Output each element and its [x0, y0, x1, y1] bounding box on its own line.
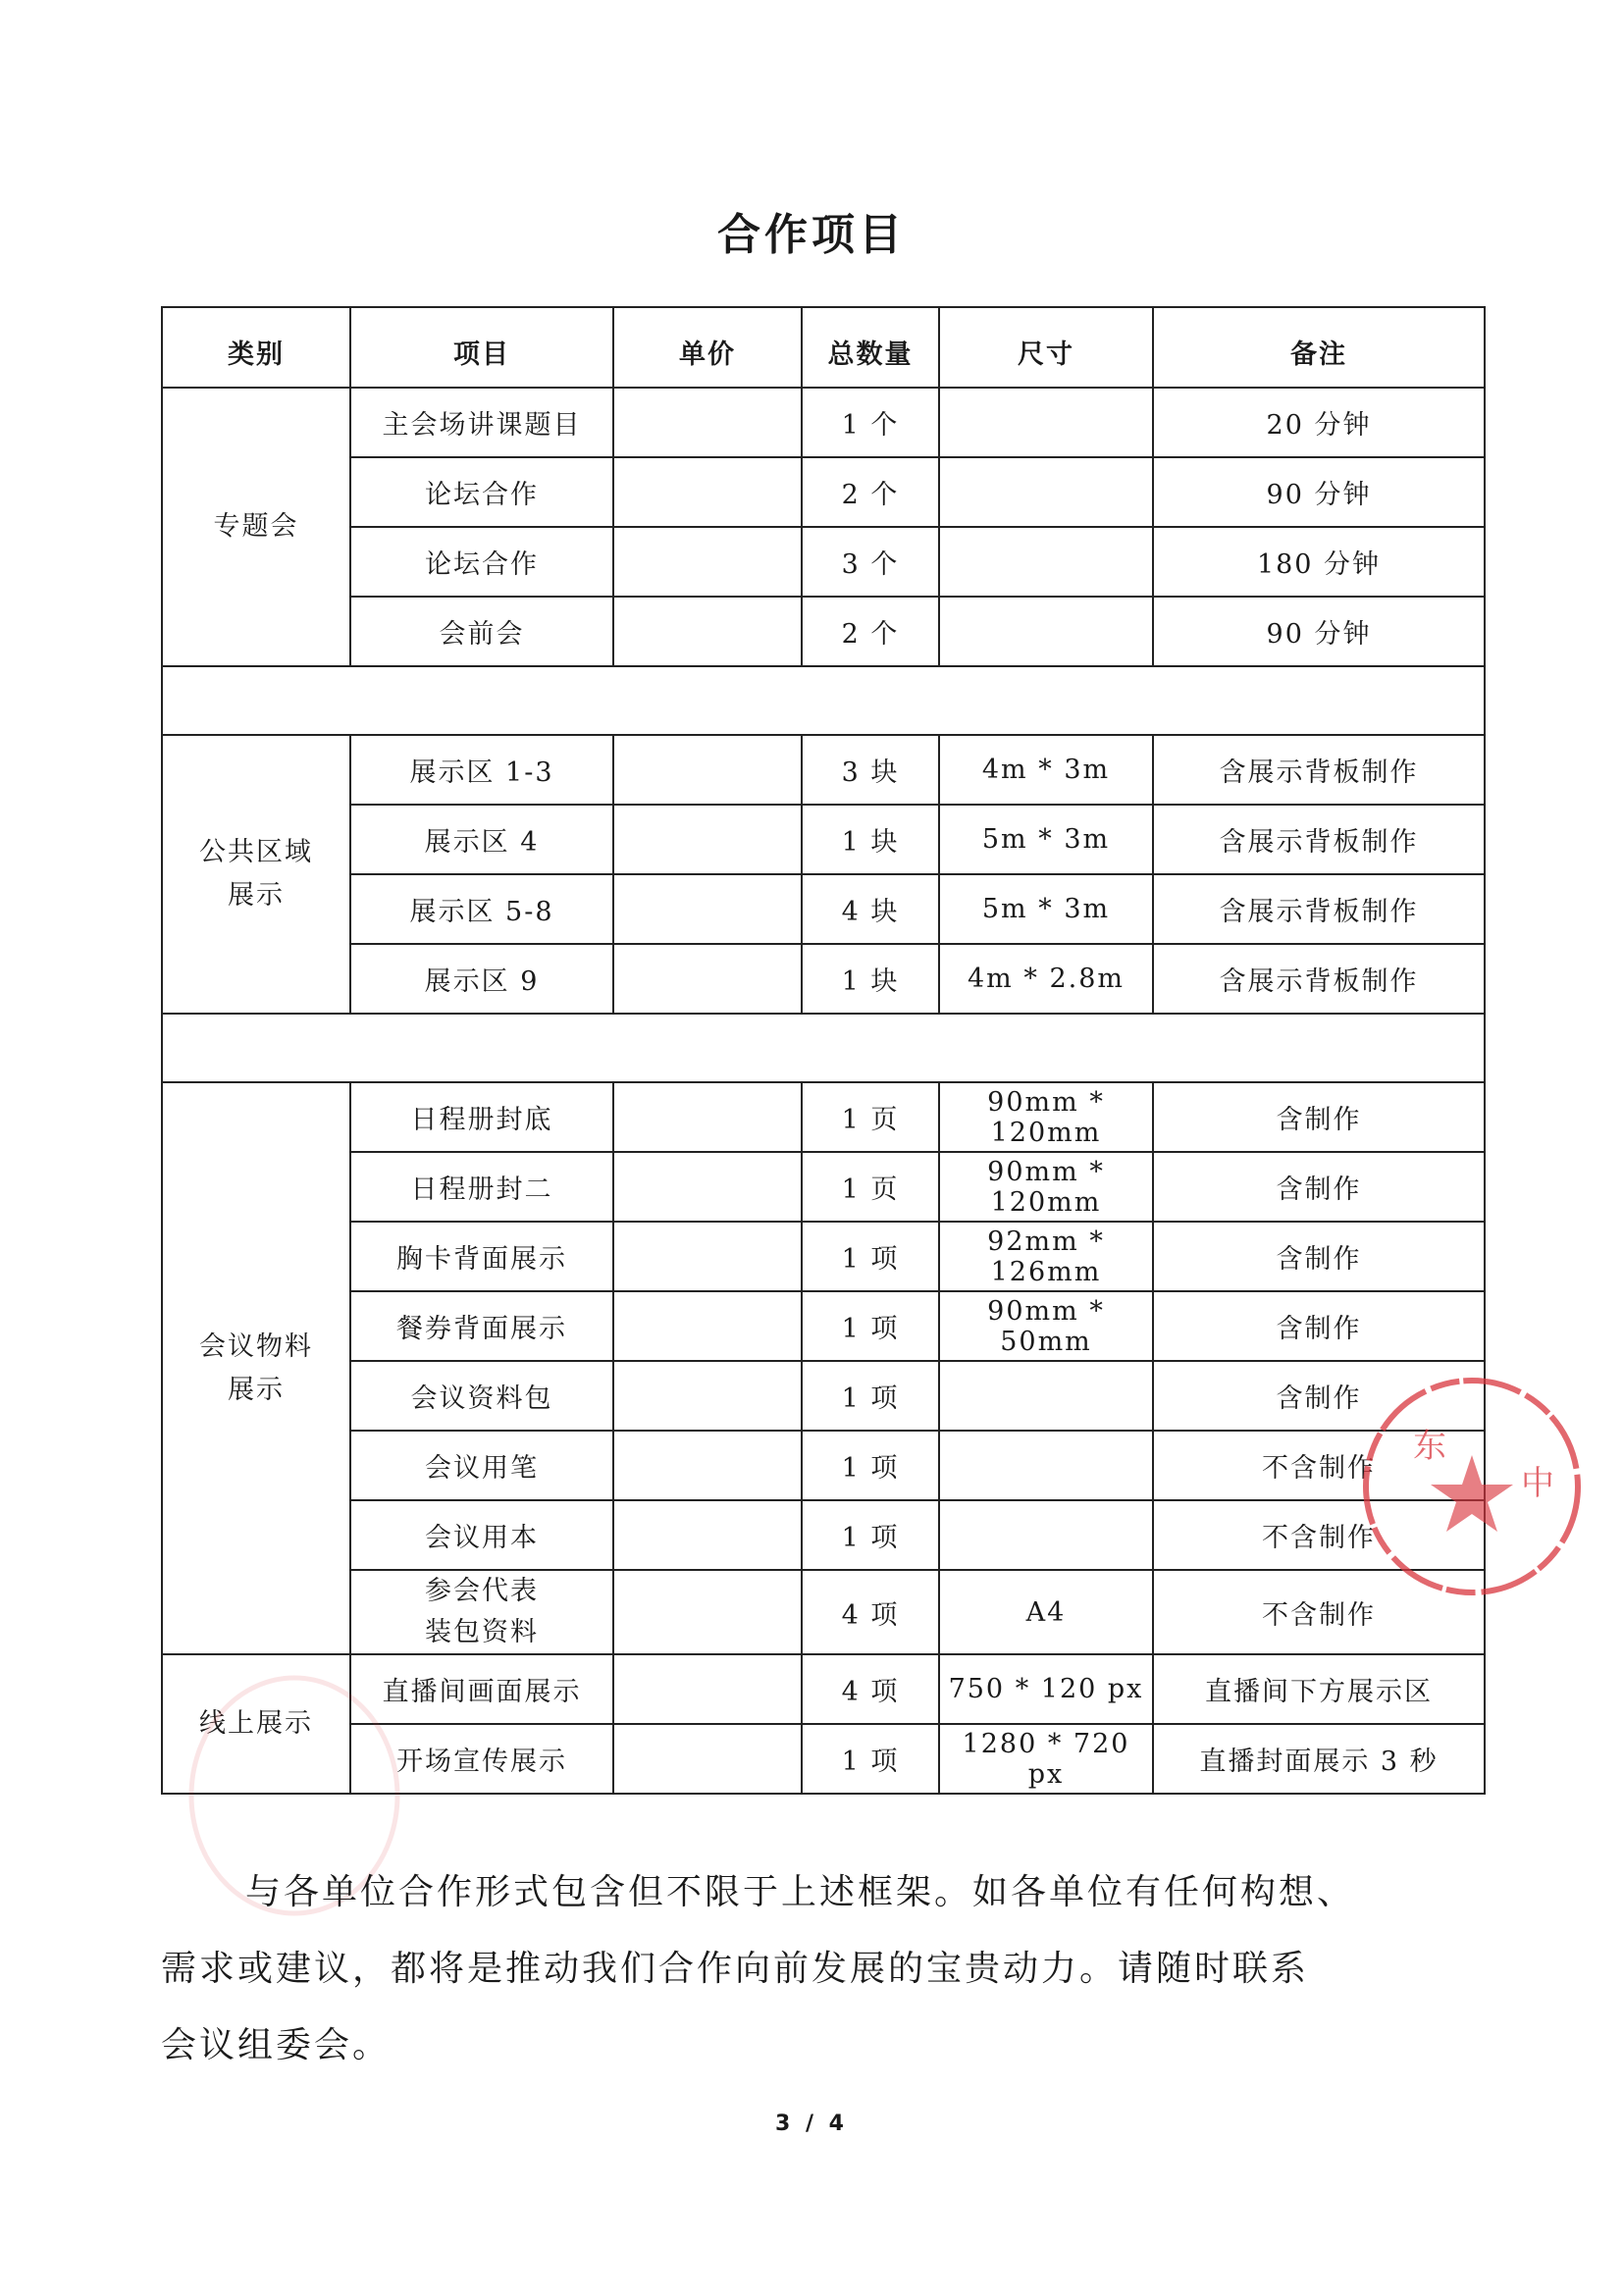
item-cell: 会议用本	[350, 1500, 613, 1570]
category-cell	[162, 1082, 350, 1654]
quantity-cell: 1 项	[802, 1724, 939, 1794]
price-cell	[613, 944, 802, 1014]
note-cell: 20 分钟	[1153, 388, 1485, 457]
quantity-cell: 1 项	[802, 1361, 939, 1431]
item-cell: 日程册封底	[350, 1082, 613, 1152]
note-cell: 直播间下方展示区	[1153, 1654, 1485, 1724]
cooperation-table	[161, 306, 1486, 1795]
price-cell	[613, 1361, 802, 1431]
size-cell	[939, 527, 1153, 597]
quantity-cell: 1 页	[802, 1082, 939, 1152]
note-cell: 不含制作	[1153, 1500, 1485, 1570]
price-cell	[613, 1654, 802, 1724]
size-cell	[939, 1431, 1153, 1500]
paragraph-line: 需求或建议，都将是推动我们合作向前发展的宝贵动力。请随时联系	[161, 1949, 1310, 1989]
note-cell: 180 分钟	[1153, 527, 1485, 597]
price-cell	[613, 597, 802, 666]
note-cell: 90 分钟	[1153, 457, 1485, 527]
table-row	[162, 1570, 1485, 1654]
note-cell: 90 分钟	[1153, 597, 1485, 666]
quantity-cell: 3 块	[802, 735, 939, 805]
size-cell	[939, 457, 1153, 527]
category-label: 展示	[228, 1374, 285, 1405]
note-cell: 直播封面展示 3 秒	[1153, 1724, 1485, 1794]
quantity-cell: 1 块	[802, 944, 939, 1014]
size-cell: 5m * 3m	[939, 874, 1153, 944]
price-cell	[613, 457, 802, 527]
price-cell	[613, 874, 802, 944]
item-cell: 开场宣传展示	[350, 1724, 613, 1794]
quantity-cell: 2 个	[802, 597, 939, 666]
price-cell	[613, 388, 802, 457]
spacer-cell	[162, 666, 1485, 735]
official-seal-stamp	[1354, 1369, 1590, 1604]
price-cell	[613, 1500, 802, 1570]
header-category: 类别	[162, 307, 350, 388]
table-spacer-row	[162, 666, 1485, 735]
item-cell: 会前会	[350, 597, 613, 666]
quantity-cell: 4 块	[802, 874, 939, 944]
category-label: 线上展示	[199, 1708, 313, 1739]
note-cell: 含展示背板制作	[1153, 805, 1485, 874]
header-price: 单价	[613, 307, 802, 388]
table-row	[162, 874, 1485, 944]
header-item: 项目	[350, 307, 613, 388]
item-cell: 胸卡背面展示	[350, 1222, 613, 1291]
size-cell: 5m * 3m	[939, 805, 1153, 874]
note-cell: 含制作	[1153, 1082, 1485, 1152]
note-cell: 含制作	[1153, 1222, 1485, 1291]
header-note: 备注	[1153, 307, 1485, 388]
table-row	[162, 735, 1485, 805]
item-cell: 论坛合作	[350, 527, 613, 597]
size-cell: 90mm * 120mm	[939, 1082, 1153, 1152]
quantity-cell: 3 个	[802, 527, 939, 597]
item-cell	[350, 1570, 613, 1654]
price-cell	[613, 805, 802, 874]
price-cell	[613, 735, 802, 805]
size-cell	[939, 388, 1153, 457]
item-cell: 日程册封二	[350, 1152, 613, 1222]
item-label-line: 参会代表	[425, 1576, 539, 1606]
category-cell	[162, 388, 350, 666]
page-title: 合作项目	[717, 210, 906, 260]
price-cell	[613, 1291, 802, 1361]
table-row	[162, 1082, 1485, 1152]
price-cell	[613, 1152, 802, 1222]
quantity-cell: 1 项	[802, 1431, 939, 1500]
page-number: 3 / 4	[775, 2112, 848, 2136]
table-header-row	[162, 307, 1485, 388]
header-size: 尺寸	[939, 307, 1153, 388]
item-cell: 展示区 1-3	[350, 735, 613, 805]
item-cell: 展示区 4	[350, 805, 613, 874]
table-row	[162, 457, 1485, 527]
table-row	[162, 388, 1485, 457]
item-cell: 餐券背面展示	[350, 1291, 613, 1361]
item-cell: 论坛合作	[350, 457, 613, 527]
category-cell	[162, 735, 350, 1014]
table-row	[162, 1500, 1485, 1570]
note-cell: 不含制作	[1153, 1570, 1485, 1654]
closing-paragraph	[161, 1854, 1423, 2084]
size-cell: 92mm * 126mm	[939, 1222, 1153, 1291]
table-row	[162, 597, 1485, 666]
price-cell	[613, 1724, 802, 1794]
size-cell	[939, 597, 1153, 666]
price-cell	[613, 1570, 802, 1654]
spacer-cell	[162, 1014, 1485, 1082]
seal-glyph: 中	[1521, 1464, 1554, 1503]
table-row	[162, 805, 1485, 874]
paragraph-line: 会议组委会。	[161, 2025, 392, 2065]
price-cell	[613, 1431, 802, 1500]
size-cell: 90mm * 120mm	[939, 1152, 1153, 1222]
item-cell: 直播间画面展示	[350, 1654, 613, 1724]
table-row	[162, 1291, 1485, 1361]
item-cell: 展示区 5-8	[350, 874, 613, 944]
table-row	[162, 1152, 1485, 1222]
price-cell	[613, 527, 802, 597]
size-cell: 750 * 120 px	[939, 1654, 1153, 1724]
note-cell: 含制作	[1153, 1152, 1485, 1222]
note-cell: 含展示背板制作	[1153, 735, 1485, 805]
quantity-cell: 1 项	[802, 1500, 939, 1570]
quantity-cell: 1 块	[802, 805, 939, 874]
quantity-cell: 1 项	[802, 1291, 939, 1361]
category-label: 专题会	[213, 511, 299, 542]
header-quantity: 总数量	[802, 307, 939, 388]
item-cell: 展示区 9	[350, 944, 613, 1014]
note-cell: 含展示背板制作	[1153, 944, 1485, 1014]
quantity-cell: 4 项	[802, 1654, 939, 1724]
size-cell: 4m * 2.8m	[939, 944, 1153, 1014]
size-cell	[939, 1361, 1153, 1431]
table-row	[162, 1222, 1485, 1291]
item-label-line: 装包资料	[425, 1617, 539, 1647]
quantity-cell: 1 个	[802, 388, 939, 457]
table-row	[162, 1361, 1485, 1431]
table-spacer-row	[162, 1014, 1485, 1082]
size-cell: 1280 * 720 px	[939, 1724, 1153, 1794]
price-cell	[613, 1082, 802, 1152]
item-cell: 主会场讲课题目	[350, 388, 613, 457]
table-row	[162, 1431, 1485, 1500]
table-row	[162, 944, 1485, 1014]
quantity-cell: 1 页	[802, 1152, 939, 1222]
quantity-cell: 2 个	[802, 457, 939, 527]
item-cell: 会议用笔	[350, 1431, 613, 1500]
quantity-cell: 1 项	[802, 1222, 939, 1291]
note-cell: 含制作	[1153, 1361, 1485, 1431]
size-cell	[939, 1500, 1153, 1570]
paragraph-line: 与各单位合作形式包含但不限于上述框架。如各单位有任何构想、	[245, 1872, 1356, 1912]
item-cell: 会议资料包	[350, 1361, 613, 1431]
category-label: 公共区域	[199, 837, 313, 867]
size-cell: 4m * 3m	[939, 735, 1153, 805]
category-label: 展示	[228, 880, 285, 911]
note-cell: 不含制作	[1153, 1431, 1485, 1500]
quantity-cell: 4 项	[802, 1570, 939, 1654]
seal-glyph: 东	[1413, 1427, 1446, 1466]
table-row	[162, 527, 1485, 597]
note-cell: 含制作	[1153, 1291, 1485, 1361]
category-label: 会议物料	[199, 1331, 313, 1362]
note-cell: 含展示背板制作	[1153, 874, 1485, 944]
price-cell	[613, 1222, 802, 1291]
size-cell: 90mm * 50mm	[939, 1291, 1153, 1361]
size-cell: A4	[939, 1570, 1153, 1654]
